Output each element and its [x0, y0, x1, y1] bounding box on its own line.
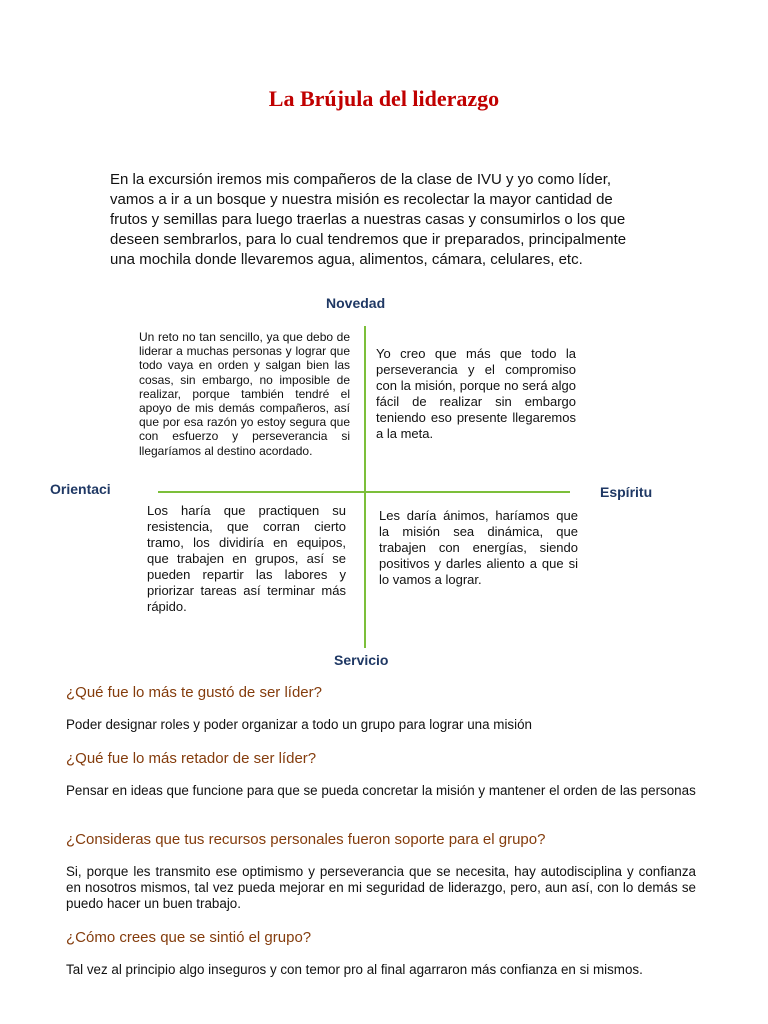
quadrant-bottom-left-text: Los haría que practiquen su resistencia, que corran cierto tramo, los dividiría en equipos, que trabajen en grupos, así se pueden repartir las labores y priorizar tareas así terminar más rápido.: [147, 503, 346, 614]
compass-bottom-label: Servicio: [334, 652, 389, 668]
compass-left-label: Orientaci: [50, 481, 111, 497]
question-1: ¿Qué fue lo más te gustó de ser líder?: [66, 684, 322, 701]
answer-1: Poder designar roles y poder organizar a todo un grupo para lograr una misión: [66, 717, 532, 732]
quadrant-bottom-right-text: Les daría ánimos, haríamos que la misión sea dinámica, que trabajen con energías, siendo positivos y darles aliento a que si lo vamos a lograr.: [379, 508, 578, 587]
quadrant-top-right-text: Yo creo que más que todo la perseverancia y el compromiso con la misión, porque no será algo fácil de realizar sin embargo teniendo eso presente llegaremos a la meta.: [376, 346, 576, 441]
intro-paragraph: En la excursión iremos mis compañeros de la clase de IVU y yo como líder, vamos a ir a un bosque y nuestra misión es recolectar la mayor cantidad de frutos y semillas para luego traerlas a nuestras casas y consumirlos o los que deseen sembrarlos, para lo cual tendremos que ir preparados, principalmente una mochila donde llevaremos agua, alimentos, cámara, celulares, etc.: [110, 171, 627, 268]
compass-vertical-line: [364, 326, 366, 648]
compass-horizontal-line: [158, 491, 570, 493]
page-title: La Brújula del liderazgo: [268, 86, 500, 111]
answer-3: Si, porque les transmito ese optimismo y perseverancia que se necesita, hay autodisciplina y confianza en nosotros mismos, tal vez pueda mejorar en mi seguridad de liderazgo, pero, aun así, con lo demás se puedo hacer un buen trabajo.: [66, 864, 696, 911]
answer-2: Pensar en ideas que funcione para que se pueda concretar la misión y mantener el orden de las personas: [66, 783, 696, 798]
quadrant-top-left-text: Un reto no tan sencillo, ya que debo de liderar a muchas personas y lograr que todo vaya en orden y salgan bien las cosas, sin embargo, no imposible de realizar, porque también tendré el apoyo de mis demás compañeros, así que por esa razón yo estoy segura que con esfuerzo y perseverancia si llegaríamos al destino acordado.: [139, 330, 350, 458]
question-2: ¿Qué fue lo más retador de ser líder?: [66, 750, 317, 767]
compass-top-label: Novedad: [326, 295, 386, 311]
question-3: ¿Consideras que tus recursos personales fueron soporte para el grupo?: [66, 831, 546, 848]
question-4: ¿Cómo crees que se sintió el grupo?: [66, 929, 312, 946]
answer-4: Tal vez al principio algo inseguros y con temor pro al final agarraron más confianza en si mismos.: [66, 962, 643, 977]
compass-right-label: Espíritu: [600, 484, 653, 500]
